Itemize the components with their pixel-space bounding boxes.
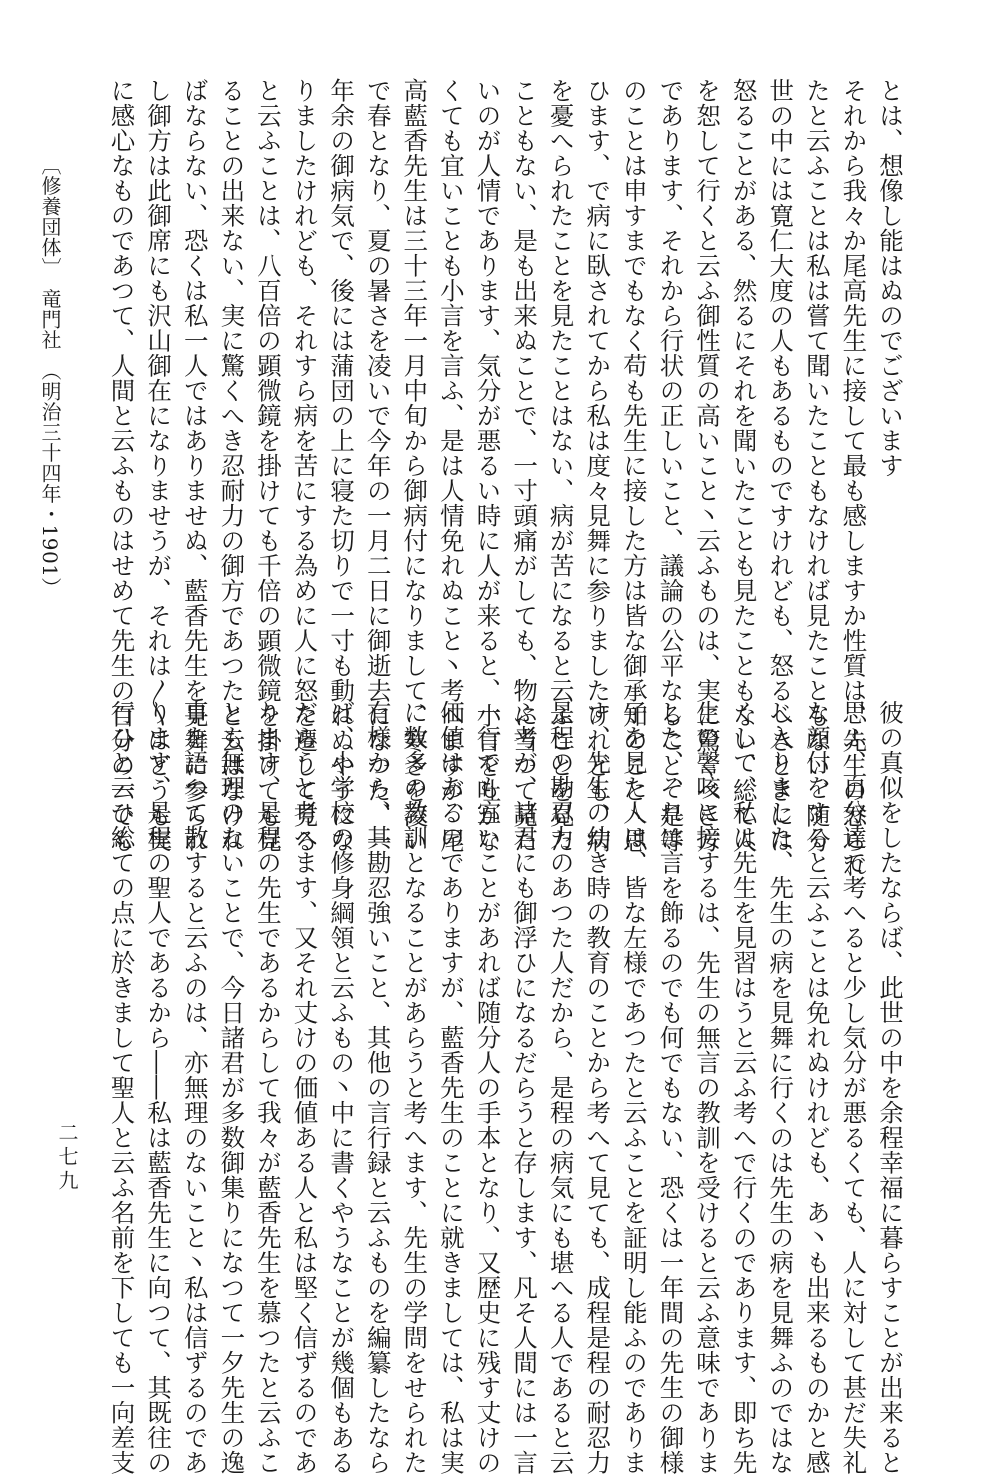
text-column: いのが人情であります、気分が悪るい時に人が来ると、小言を吐かな (473, 78, 503, 853)
text-column: こともない、是も出来ぬことで、一寸頭痛がしても、物に当つて見た (510, 78, 540, 853)
text-column: くても宜いことも小言を言ふ、是は人情免れぬこと丶考へますが、尾 (436, 78, 466, 853)
text-column: 生の謦咳に接するは、先生の無言の教訓を受けると云ふ意味でありま (693, 700, 723, 1475)
text-column: ばならない、恐くは私一人ではありませぬ、藍香先生を見舞に参られ (180, 78, 210, 853)
text-column: 是程の勘忍力のあつた人だから、是程の病気にも堪へる人であると云 (546, 700, 576, 1475)
text-column: を憂へられたことを見たことはない、病が苦になると云ふことを見た (546, 78, 576, 853)
upper-text-block (107, 78, 908, 878)
text-column: りましたけれども、それすら病を苦にする為めに人に怒を遷して見る (290, 78, 320, 853)
text-column: ります、是程の聖人であるから――私は藍香先生に向つて、其既往の (144, 700, 174, 1475)
text-column: 事を語つて散すると云ふのは、亦無理のないこと丶私は信ずるのであ (180, 700, 210, 1475)
text-column: ひます、で病に臥されてから私は度々見舞に参りましたけれども、病 (583, 78, 613, 853)
text-column: とも無理のないことで、今日諸君が多数御集りになつて一夕先生の逸 (217, 700, 247, 1475)
page-number: 二七九 (55, 1122, 79, 1194)
text-column: した、それは言を飾るのでも何でもない、恐くは一年間の先生の御様 (656, 700, 686, 1475)
text-column: 怒ることがある、然るにそれを聞いたことも見たこともない、総て人 (729, 78, 759, 853)
text-column: くして、私は先生を見習はうと云ふ考へで行くのであります、即ち先 (729, 700, 759, 1475)
text-column: ります、是程の先生であるからして我々が藍香先生を慕つたと云ふこ (253, 700, 283, 1475)
text-column: 思ふ、自分達で考へると少し気分が悪るくても、人に対して甚だ失礼 (839, 700, 869, 1475)
text-column: で春となり、夏の暑さを凌いで今年の一月二日に御逝去になつた、一 (363, 78, 393, 853)
text-column: とは、想像し能はぬのでございます (876, 78, 905, 478)
text-column: 一行でも宜いことがあれば随分人の手本となり、又歴史に残す丈けの (473, 700, 503, 1475)
text-column: な顔付をすると云ふことは免れぬけれども、あ丶も出来るものかと感 (802, 700, 832, 1475)
text-column: たと云ふことは私は嘗て聞いたこともなければ見たこともない、随分 (802, 78, 832, 853)
text-column: し御方は此御席にも沢山御在になりませうが、それは〳〵はどうも実 (144, 78, 174, 853)
text-column: のことは申すまでもなく苟も先生に接した方は皆な御承知のこと丶思 (619, 78, 649, 853)
text-column: を恕して行くと云ふ御性質の高いこと丶云ふものは、実に驚くべき方 (693, 78, 723, 853)
text-column: 彼の真似をしたならば、此世の中を余程幸福に暮らすことが出来ると (876, 700, 905, 1475)
text-column: ふ考が、諸君にも御浮ひになるだらうと存します、凡そ人間には一言 (510, 700, 540, 1475)
text-column: それから我々か尾高先生に接して最も感しますか性質は、先生の怒られ (839, 78, 869, 878)
text-column: じ入りました、先生の病を見舞に行くのは先生の病を見舞ふのではな (766, 700, 796, 1475)
text-column: と云ふことは、八百倍の顕微鏡を掛けても千倍の顕微鏡を掛けても見 (253, 78, 283, 853)
text-column: だらうと考へます、又それ丈けの価値ある人と私は堅く信ずるのであ (290, 700, 320, 1475)
text-column: す、先生の幼き時の教育のことから考へて見ても、成程是程の耐忍力 (583, 700, 613, 1475)
lower-text-block (107, 700, 908, 1475)
text-column: ば、小学校の修身綱領と云ふもの丶中に書くやうなことが幾個もある (327, 700, 357, 1475)
text-column: であります、それから行状の正しいこと、議論の公平なること、是等 (656, 78, 686, 853)
text-column: に数多の教訓となることがあらうと考へます、先生の学問をせられた (400, 700, 430, 1475)
text-column: 子を見た人は、皆な左様であつたと云ふことを証明し能ふのでありま (619, 700, 649, 1475)
text-column: 有様から、其勘忍強いこと、其他の言行録と云ふものを編纂したなら (363, 700, 393, 1475)
text-column: に感心なものであつて、人間と云ふものはせめて先生の百分の一でも (107, 78, 137, 853)
text-column: 世の中には寛仁大度の人もあるものですけれども、怒るへきときには (766, 78, 796, 853)
text-column: ることの出来ない、実に驚くへき忍耐力の御方であつたと云はなけれ (217, 78, 247, 853)
source-citation: 〔修養団体〕 竜門社 （明治三十四年・1901） (38, 155, 62, 598)
text-column: 行ひと云ひ総ての点に於きまして聖人と云ふ名前を下しても一向差支 (107, 700, 137, 1475)
text-column: 年余の御病気で、後には蒲団の上に寝た切りで一寸も動れぬやうにな (327, 78, 357, 853)
text-column: 高藍香先生は三十三年一月中旬から御病付になりまして、寒さを凌い (400, 78, 430, 853)
text-column: 価値はあるのでありますが、藍香先生のことに就きましては、私は実 (436, 700, 466, 1475)
